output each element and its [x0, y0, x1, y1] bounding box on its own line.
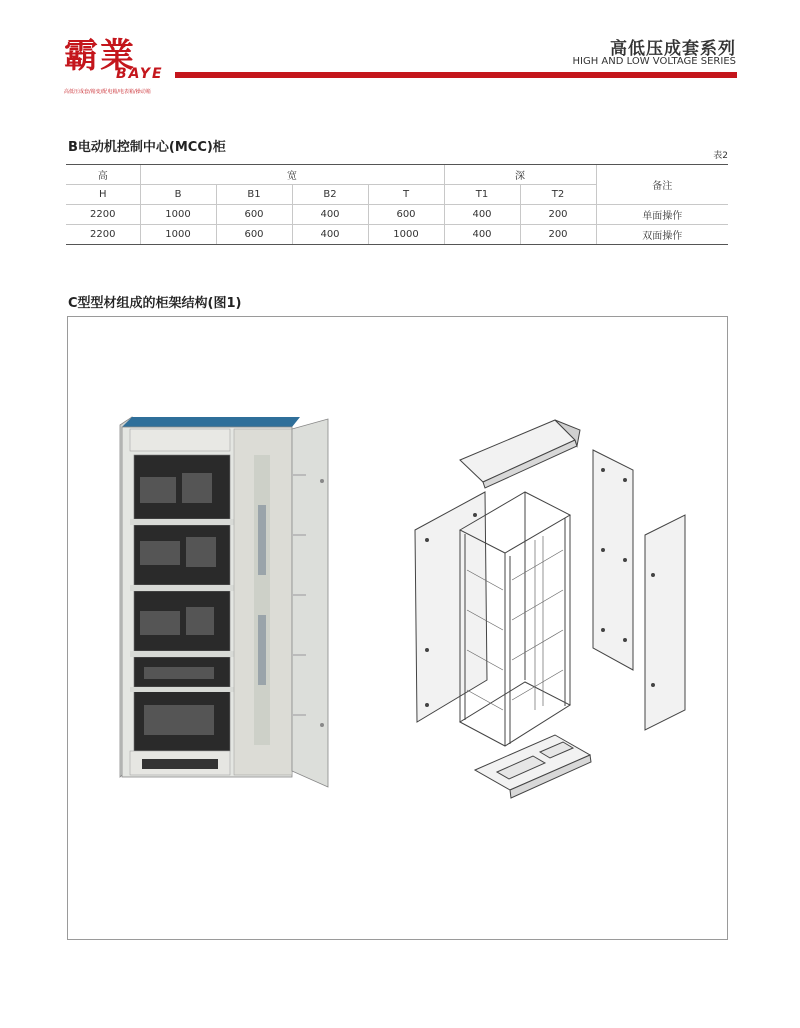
cell-B1: 600 — [216, 205, 292, 225]
logo-chinese-text: 霸業 — [64, 36, 136, 76]
col-header-T2: T2 — [520, 185, 596, 205]
mcc-cabinet-illustration — [110, 415, 340, 795]
cell-T2: 200 — [520, 225, 596, 245]
col-header-T: T — [368, 185, 444, 205]
col-header-B: B — [140, 185, 216, 205]
cell-remark: 单面操作 — [596, 205, 728, 225]
cell-remark: 双面操作 — [596, 225, 728, 245]
figure-section-heading: C型型材组成的柜架结构(图1) — [68, 296, 242, 311]
table-section-heading: B电动机控制中心(MCC)柜 — [68, 140, 226, 155]
cell-T: 1000 — [368, 225, 444, 245]
col-header-B2: B2 — [292, 185, 368, 205]
header-divider-bar — [175, 72, 737, 78]
table-row — [66, 205, 728, 225]
cell-T1: 400 — [444, 225, 520, 245]
logo-english-text: BAYE — [116, 66, 164, 82]
cell-B2: 400 — [292, 205, 368, 225]
brand-logo — [64, 36, 174, 88]
table-row — [66, 225, 728, 245]
table-number: 表2 — [713, 151, 728, 161]
header-height: 高 — [66, 165, 140, 185]
cell-B2: 400 — [292, 225, 368, 245]
series-title-en: HIGH AND LOW VOLTAGE SERIES — [572, 56, 736, 67]
exploded-frame-diagram — [405, 410, 695, 830]
cell-H: 2200 — [66, 225, 140, 245]
header-width: 宽 — [140, 165, 444, 185]
col-header-T1: T1 — [444, 185, 520, 205]
series-title-cn: 高低压成套系列 — [610, 39, 736, 59]
col-header-H: H — [66, 185, 140, 205]
table-group-header-row — [66, 165, 728, 185]
cell-T: 600 — [368, 205, 444, 225]
cell-H: 2200 — [66, 205, 140, 225]
cell-B1: 600 — [216, 225, 292, 245]
cell-B: 1000 — [140, 225, 216, 245]
header-remark: 备注 — [596, 165, 728, 205]
header-depth: 深 — [444, 165, 596, 185]
spec-table — [66, 164, 728, 245]
logo-tagline: 高低压成套/箱变/配电箱/电表箱/操动箱 — [64, 89, 151, 95]
col-header-B1: B1 — [216, 185, 292, 205]
cell-T2: 200 — [520, 205, 596, 225]
cell-T1: 400 — [444, 205, 520, 225]
cell-B: 1000 — [140, 205, 216, 225]
